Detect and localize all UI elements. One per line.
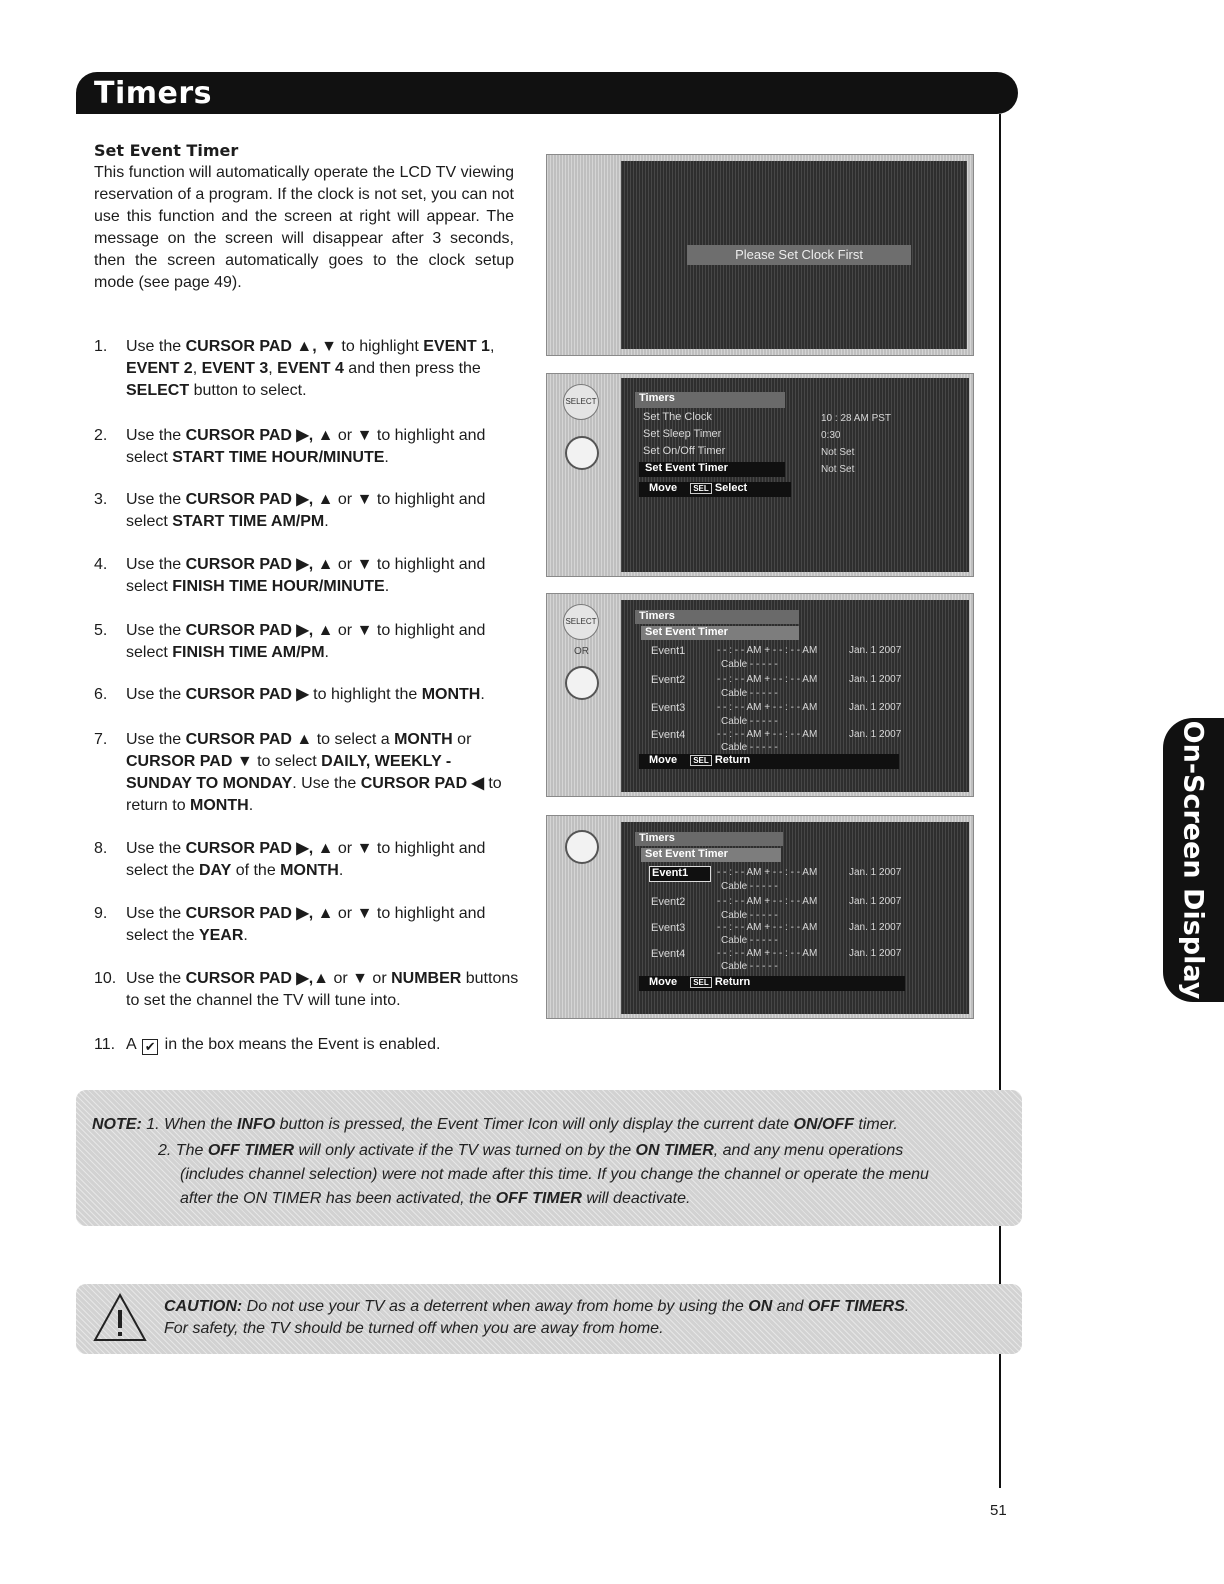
page-number: 51 [990,1502,1007,1519]
step-number: 5. [94,622,108,639]
event-times: - - : - - AM + - - : - - AM [717,674,818,685]
step-3 [94,489,519,533]
event-times: - - : - - AM + - - : - - AM [717,729,818,740]
section-heading: Set Event Timer [94,141,239,160]
screenshot-clock-not-set [546,154,974,356]
event-date: Jan. 1 2007 [849,867,902,878]
return-label: Return [714,754,751,766]
step-text: Use the CURSOR PAD ▶ to highlight the MONTH. [126,686,485,703]
note-line-4: after the ON TIMER has been activated, the OFF TIMER will deactivate. [180,1190,691,1207]
note-box [76,1090,1022,1226]
event-cable: Cable - - - - - [721,910,778,921]
step-text: Use the CURSOR PAD ▶, ▲ or ▼ to highlight and select the YEAR. [126,905,486,944]
step-text: A ✔ in the box means the Event is enabled. [126,1036,441,1054]
event-row: Event3 [651,922,686,934]
event-date: Jan. 1 2007 [849,729,902,740]
chapter-side-tab [1163,718,1224,1002]
return-label: Return [714,976,751,988]
step-9 [94,903,519,947]
menu-item: Set The Clock [643,411,712,423]
clock-message: Please Set Clock First [687,245,911,265]
tv-screen [621,378,969,572]
event-cable: Cable - - - - - [721,935,778,946]
event-date: Jan. 1 2007 [849,948,902,959]
menu-item-selected: Set Event Timer [639,462,785,477]
sel-icon: SEL [690,755,712,766]
event-cable: Cable - - - - - [721,688,778,699]
event-row-selected: Event1 [649,866,711,882]
menu-value: Not Set [821,464,855,475]
osd-footer [639,482,791,497]
select-button: SELECT [563,604,599,640]
section-title-bar [76,72,1018,114]
cursor-pad-icon [565,436,599,470]
right-divider-rule [999,114,1001,1488]
chapter-tab-label: On-Screen Display [1177,720,1209,1000]
menu-value: Not Set [821,447,855,458]
event-cable: Cable - - - - - [721,716,778,727]
event-times: - - : - - AM + - - : - - AM [717,867,818,878]
step-8 [94,838,519,882]
event-date: Jan. 1 2007 [849,702,902,713]
intro-paragraph: This function will automatically operate the LCD TV viewing reservation of a program. If the clock is not set, you can not use this function and the screen at right will appear. The message on the screen will disappear after 3 seconds, then the screen automatically goes to the clock setup mode (see page 49). [94,164,514,291]
step-number: 8. [94,840,108,857]
tv-screen [621,161,967,349]
note-label: NOTE: [92,1116,142,1133]
step-text: Use the CURSOR PAD ▶, ▲ or ▼ to highlight and select START TIME AM/PM. [126,491,486,530]
menu-item: Set Sleep Timer [643,428,722,440]
tv-screen [621,822,969,1014]
note-line-3: (includes channel selection) were not made after this time. If you change the channel or operate the menu [180,1166,929,1183]
step-7 [94,729,519,817]
sel-icon: SEL [690,483,712,494]
step-text: Use the CURSOR PAD ▲, ▼ to highlight EVENT 1, EVENT 2, EVENT 3, EVENT 4 and then press the SELECT button to select. [126,338,495,399]
note-line-1: NOTE: 1. When the INFO button is pressed, the Event Timer Icon will only display the current date ON/OFF timer. [92,1116,898,1133]
submenu-title: Set Event Timer [641,848,781,862]
step-text: Use the CURSOR PAD ▲ to select a MONTH or CURSOR PAD ▼ to select DAILY, WEEKLY - SUNDAY TO MONDAY. Use the CURSOR PAD ◀ to return to MONTH. [126,731,502,814]
menu-value: 0:30 [821,430,841,441]
event-times: - - : - - AM + - - : - - AM [717,948,818,959]
osd-footer [639,976,905,991]
cursor-pad-icon [565,666,599,700]
screenshot-event-timer [546,593,974,797]
osd-footer [639,754,899,769]
event-row: Event4 [651,729,686,741]
step-text: Use the CURSOR PAD ▶,▲ or ▼ or NUMBER buttons to set the channel the TV will tune into. [126,970,519,1009]
step-text: Use the CURSOR PAD ▶, ▲ or ▼ to highlight and select FINISH TIME AM/PM. [126,622,486,661]
event-cable: Cable - - - - - [721,881,778,892]
step-number: 6. [94,686,108,703]
event-date: Jan. 1 2007 [849,674,902,685]
step-2 [94,425,519,469]
menu-title: Timers [635,392,785,408]
menu-value: 10 : 28 AM PST [821,413,892,424]
step-number: 3. [94,491,108,508]
caution-label: CAUTION: [164,1298,243,1315]
step-11 [94,1034,519,1056]
step-number: 11. [94,1036,116,1053]
event-row: Event1 [651,645,686,657]
page-title: Timers [94,76,213,111]
event-row: Event2 [651,896,686,908]
step-number: 4. [94,556,108,573]
event-times: - - : - - AM + - - : - - AM [717,896,818,907]
caution-box [76,1284,1022,1354]
tv-screen [621,600,969,792]
step-number: 7. [94,731,108,748]
step-number: 2. [94,427,108,444]
step-number: 9. [94,905,108,922]
event-cable: Cable - - - - - [721,742,778,753]
menu-title: Timers [635,610,799,624]
move-label: Move [649,976,678,988]
sel-icon: SEL [690,977,712,988]
event-times: - - : - - AM + - - : - - AM [717,702,818,713]
screenshot-timers-menu [546,373,974,577]
checkbox-check-icon: ✔ [142,1039,158,1055]
select-button: SELECT [563,384,599,420]
event-row: Event2 [651,674,686,686]
event-cable: Cable - - - - - [721,961,778,972]
menu-title: Timers [635,832,783,846]
step-number: 10. [94,970,117,987]
screenshot-event-selected [546,815,974,1019]
step-number: 1. [94,338,108,355]
step-5 [94,620,519,664]
note-line-2: 2. The OFF TIMER will only activate if the TV was turned on by the ON TIMER, and any menu operations [158,1142,904,1159]
event-date: Jan. 1 2007 [849,645,902,656]
event-times: - - : - - AM + - - : - - AM [717,645,818,656]
intro-section [94,140,514,294]
event-cable: Cable - - - - - [721,659,778,670]
step-4 [94,554,519,598]
move-label: Move [649,482,678,494]
cursor-pad-icon [565,830,599,864]
or-label: OR [574,646,589,657]
step-6 [94,684,519,706]
step-text: Use the CURSOR PAD ▶, ▲ or ▼ to highlight and select START TIME HOUR/MINUTE. [126,427,486,466]
move-label: Move [649,754,678,766]
warning-triangle-icon [92,1292,148,1344]
step-text: Use the CURSOR PAD ▶, ▲ or ▼ to highlight and select the DAY of the MONTH. [126,840,486,879]
event-row: Event3 [651,702,686,714]
step-10 [94,968,519,1012]
event-row: Event4 [651,948,686,960]
event-times: - - : - - AM + - - : - - AM [717,922,818,933]
event-date: Jan. 1 2007 [849,896,902,907]
step-1 [94,336,519,402]
select-label: Select [714,482,748,494]
menu-item: Set On/Off Timer [643,445,726,457]
step-text: Use the CURSOR PAD ▶, ▲ or ▼ to highlight and select FINISH TIME HOUR/MINUTE. [126,556,486,595]
event-date: Jan. 1 2007 [849,922,902,933]
caution-line-1: CAUTION: Do not use your TV as a deterrent when away from home by using the ON and OFF TIMERS. [164,1298,910,1315]
caution-line-2: For safety, the TV should be turned off when you are away from home. [164,1320,664,1337]
submenu-title: Set Event Timer [641,626,799,640]
